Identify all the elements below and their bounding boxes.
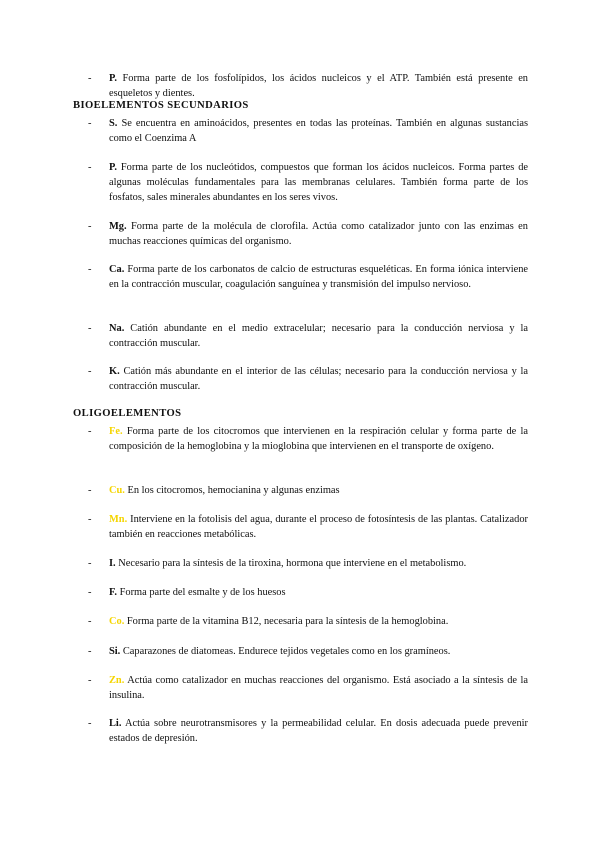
- element-description: Forma parte de la molécula de clorofila. Actúa como catalizador junto con las enzimas en muchas reacciones químicas del organismo.: [109, 221, 528, 247]
- bullet: -: [88, 587, 92, 598]
- bullet: -: [88, 646, 92, 657]
- element-symbol: S.: [109, 118, 118, 129]
- element-description: Forma parte de los fosfolípidos, los ácidos nucleicos y el ATP. También está presente en esqueletos y dientes.: [109, 73, 528, 99]
- element-description: Catión más abundante en el interior de las células; necesario para la conducción nerviosa y la contracción muscular.: [109, 366, 528, 392]
- element-symbol: Mn.: [109, 514, 128, 525]
- element-description: En los citocromos, hemocianina y algunas enzimas: [127, 485, 340, 496]
- bullet: -: [88, 73, 92, 84]
- section-heading-oligoelementos: OLIGOELEMENTOS: [73, 408, 182, 419]
- element-description: Catión abundante en el medio extracelular; necesario para la conducción nerviosa y la contracción muscular.: [109, 323, 528, 349]
- section-heading-secundarios: BIOELEMENTOS SECUNDARIOS: [73, 100, 249, 111]
- element-symbol: Na.: [109, 323, 125, 334]
- bullet: -: [88, 485, 92, 496]
- element-symbol: Co.: [109, 616, 125, 627]
- bullet: -: [88, 366, 92, 377]
- element-symbol: Zn.: [109, 675, 125, 686]
- element-symbol: Fe.: [109, 426, 123, 437]
- element-description: Caparazones de diatomeas. Endurece tejidos vegetales como en los gramíneos.: [122, 646, 451, 657]
- element-description: Se encuentra en aminoácidos, presentes en todas las proteínas. También en algunas sustancias como el Coenzima A: [109, 118, 528, 144]
- bullet: -: [88, 558, 92, 569]
- element-description: Necesario para la síntesis de la tiroxina, hormona que interviene en el metabolismo.: [118, 558, 467, 569]
- bullet: -: [88, 264, 92, 275]
- element-symbol: Li.: [109, 718, 122, 729]
- element-description: Forma parte del esmalte y de los huesos: [119, 587, 286, 598]
- element-symbol: Si.: [109, 646, 121, 657]
- bullet: -: [88, 514, 92, 525]
- element-symbol: K.: [109, 366, 120, 377]
- element-symbol: Ca.: [109, 264, 125, 275]
- bullet: -: [88, 426, 92, 437]
- element-symbol: Mg.: [109, 221, 127, 232]
- element-symbol: F.: [109, 587, 117, 598]
- bullet: -: [88, 118, 92, 129]
- bullet: -: [88, 162, 92, 173]
- element-description: Forma parte de los nucleótidos, compuestos que forman los ácidos nucleicos. Forma partes de algunas moléculas fundamentales para las membranas celulares. También forma parte de los fosfatos, sales minerales abundantes en los seres vivos.: [109, 162, 528, 203]
- element-symbol: P.: [109, 162, 117, 173]
- element-symbol: P.: [109, 73, 117, 84]
- element-description: Forma parte de los citocromos que intervienen en la respiración celular y forma parte de la composición de la hemoglobina y la mioglobina que intervienen en el transporte de oxígeno.: [109, 426, 528, 452]
- element-symbol: Cu.: [109, 485, 125, 496]
- element-description: Actúa como catalizador en muchas reacciones del organismo. Está asociado a la síntesis de la insulina.: [109, 675, 528, 701]
- element-symbol: I.: [109, 558, 116, 569]
- bullet: -: [88, 675, 92, 686]
- element-description: Interviene en la fotolisis del agua, durante el proceso de fotosíntesis de las plantas. Catalizador también en reacciones metabólicas.: [109, 514, 529, 540]
- element-description: Forma parte de los carbonatos de calcio de estructuras esqueléticas. En forma iónica interviene en la contracción muscular, coagulación sanguínea y transmisión del impulso nervioso.: [109, 264, 529, 290]
- bullet: -: [88, 221, 92, 232]
- bullet: -: [88, 718, 92, 729]
- bullet: -: [88, 323, 92, 334]
- element-description: Actúa sobre neurotransmisores y la permeabilidad celular. En dosis adecuada puede prevenir estados de depresión.: [109, 718, 528, 744]
- element-description: Forma parte de la vitamina B12, necesaria para la síntesis de la hemoglobina.: [126, 616, 449, 627]
- bullet: -: [88, 616, 92, 627]
